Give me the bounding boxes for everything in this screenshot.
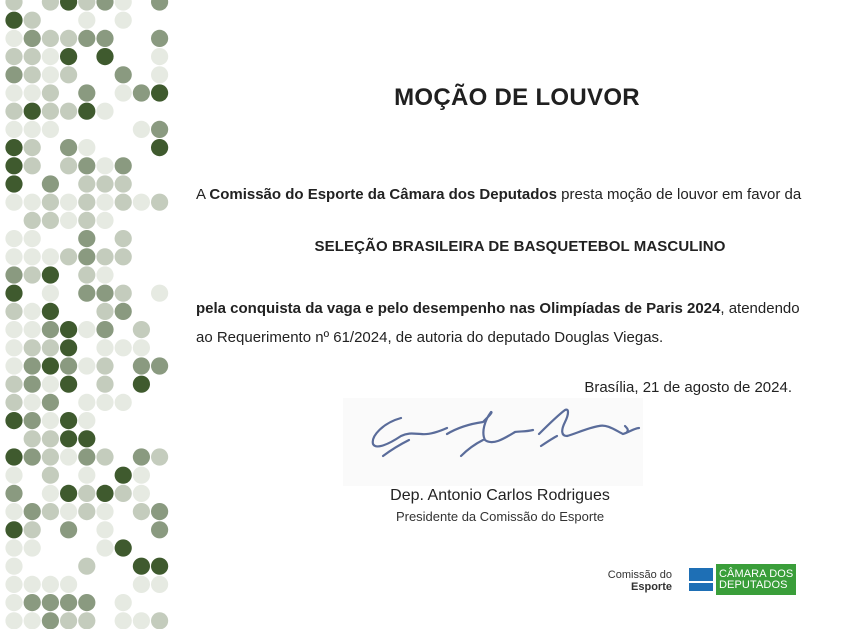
decorative-dot xyxy=(42,485,59,502)
decorative-dot xyxy=(151,357,168,374)
decorative-dot xyxy=(24,30,41,47)
decorative-dot xyxy=(24,194,41,211)
signer-role: Presidente da Comissão do Esporte xyxy=(395,509,605,524)
decorative-dot xyxy=(42,303,59,320)
decorative-dot xyxy=(96,175,113,192)
decorative-dot xyxy=(60,503,77,520)
decorative-dot xyxy=(60,157,77,174)
decorative-dot xyxy=(78,103,95,120)
decorative-dot xyxy=(5,194,22,211)
decorative-dot xyxy=(24,212,41,229)
decorative-dot xyxy=(5,48,22,65)
decorative-dot xyxy=(115,157,132,174)
decorative-dot xyxy=(60,412,77,429)
decorative-dot xyxy=(24,303,41,320)
decorative-dot xyxy=(115,285,132,302)
decorative-dot xyxy=(42,339,59,356)
decorative-dot xyxy=(133,121,150,138)
reason-paragraph xyxy=(196,294,806,352)
decorative-dot xyxy=(60,103,77,120)
decorative-dot xyxy=(78,357,95,374)
decorative-dot xyxy=(133,558,150,575)
decorative-dot xyxy=(42,285,59,302)
camara-logo xyxy=(686,564,796,595)
decorative-dot xyxy=(24,394,41,411)
decorative-dot xyxy=(115,303,132,320)
camara-logo-line1: CÂMARA DOS xyxy=(719,567,794,580)
decorative-dot xyxy=(96,539,113,556)
decorative-dot xyxy=(5,321,22,338)
decorative-dot xyxy=(24,594,41,611)
decorative-dot xyxy=(133,485,150,502)
decorative-dot xyxy=(24,612,41,629)
decorative-dot xyxy=(133,321,150,338)
decorative-dot xyxy=(78,594,95,611)
decorative-dot xyxy=(5,248,22,265)
decorative-dot xyxy=(115,84,132,101)
decorative-dot xyxy=(60,321,77,338)
decorative-dot xyxy=(60,212,77,229)
decorative-dot xyxy=(42,321,59,338)
decorative-dot xyxy=(5,266,22,283)
decorative-dot xyxy=(60,612,77,629)
decorative-dot xyxy=(5,503,22,520)
decorative-dot xyxy=(5,0,22,11)
decorative-dot xyxy=(151,558,168,575)
decorative-dot xyxy=(96,30,113,47)
intro-suffix: presta moção de louvor em favor da xyxy=(556,186,802,203)
decorative-dot xyxy=(96,339,113,356)
decorative-dot xyxy=(96,157,113,174)
decorative-dot xyxy=(5,339,22,356)
decorative-dot xyxy=(42,84,59,101)
decorative-dot xyxy=(151,576,168,593)
decorative-dot xyxy=(78,30,95,47)
decorative-dot xyxy=(133,376,150,393)
decorative-dot xyxy=(78,467,95,484)
decorative-dot xyxy=(96,521,113,538)
decorative-dot xyxy=(115,175,132,192)
decorative-dot xyxy=(42,376,59,393)
decorative-dot xyxy=(5,84,22,101)
commission-logo-line1: Comissão do xyxy=(607,569,672,581)
decorative-dot xyxy=(96,266,113,283)
decorative-dot xyxy=(5,175,22,192)
decorative-dot xyxy=(42,394,59,411)
decorative-dot xyxy=(42,503,59,520)
decorative-dot xyxy=(133,339,150,356)
decorative-dot xyxy=(78,175,95,192)
decorative-dot xyxy=(5,376,22,393)
decorative-dot xyxy=(115,230,132,247)
decorative-dot xyxy=(24,339,41,356)
document-title: MOÇÃO DE LOUVOR xyxy=(394,84,640,111)
decorative-dot xyxy=(115,485,132,502)
decorative-dot xyxy=(151,139,168,156)
decorative-dot xyxy=(78,139,95,156)
decorative-dot xyxy=(42,357,59,374)
decorative-dot xyxy=(78,321,95,338)
decorative-dot xyxy=(24,139,41,156)
decorative-dot xyxy=(5,448,22,465)
decorative-dot xyxy=(133,194,150,211)
decorative-dot xyxy=(78,212,95,229)
decorative-dot xyxy=(115,594,132,611)
decorative-dot xyxy=(24,321,41,338)
decorative-dot xyxy=(5,30,22,47)
decorative-dot xyxy=(96,48,113,65)
decorative-dot xyxy=(24,521,41,538)
decorative-dot xyxy=(42,48,59,65)
decorative-dot xyxy=(96,321,113,338)
decorative-dot xyxy=(5,539,22,556)
decorative-dot xyxy=(151,612,168,629)
decorative-dot xyxy=(96,303,113,320)
decorative-dot xyxy=(42,467,59,484)
decorative-dot xyxy=(24,157,41,174)
decorative-dot xyxy=(5,412,22,429)
decorative-dot xyxy=(5,521,22,538)
decorative-dot xyxy=(133,612,150,629)
handwritten-signature xyxy=(343,398,643,486)
decorative-dot xyxy=(133,503,150,520)
decorative-dot xyxy=(42,576,59,593)
decorative-dot xyxy=(78,248,95,265)
decorative-dot xyxy=(78,194,95,211)
decorative-dot xyxy=(5,558,22,575)
decorative-dot xyxy=(78,285,95,302)
decorative-dot xyxy=(133,467,150,484)
decorative-dot xyxy=(78,0,95,11)
decorative-dot xyxy=(151,285,168,302)
decorative-dot xyxy=(5,285,22,302)
decorative-dot xyxy=(24,84,41,101)
decorative-dot xyxy=(42,430,59,447)
intro-paragraph xyxy=(196,185,816,205)
commission-logo xyxy=(598,569,672,593)
decorative-dot xyxy=(96,485,113,502)
decorative-dot xyxy=(96,212,113,229)
decorative-dot xyxy=(60,376,77,393)
decorative-dot xyxy=(5,576,22,593)
decorative-dot xyxy=(96,248,113,265)
dateline: Brasília, 21 de agosto de 2024. xyxy=(584,379,792,396)
honoree-name: SELEÇÃO BRASILEIRA DE BASQUETEBOL MASCULINO xyxy=(314,238,726,255)
decorative-dot xyxy=(78,84,95,101)
decorative-dot xyxy=(151,30,168,47)
decorative-dot xyxy=(5,594,22,611)
decorative-dot xyxy=(78,157,95,174)
reason-line-2: ao Requerimento nº 61/2024, de autoria do deputado Douglas Viegas. xyxy=(196,329,664,346)
decorative-dot xyxy=(96,448,113,465)
decorative-dot xyxy=(96,503,113,520)
decorative-dot xyxy=(115,339,132,356)
decorative-dot xyxy=(24,539,41,556)
decorative-dot xyxy=(78,12,95,29)
decorative-dot xyxy=(60,248,77,265)
reason-achievement: pela conquista da vaga e pelo desempenho nas Olimpíadas de Paris 2024 xyxy=(196,300,721,317)
decorative-dot xyxy=(78,430,95,447)
decorative-dot xyxy=(96,0,113,11)
decorative-dot xyxy=(5,157,22,174)
decorative-dot xyxy=(5,230,22,247)
decorative-dot xyxy=(133,84,150,101)
decorative-dot xyxy=(151,66,168,83)
decorative-dot xyxy=(60,339,77,356)
decorative-dot xyxy=(24,576,41,593)
decorative-dot xyxy=(42,212,59,229)
decorative-dot xyxy=(78,612,95,629)
decorative-dot xyxy=(42,66,59,83)
decorative-dot xyxy=(96,194,113,211)
decorative-dot xyxy=(115,539,132,556)
decorative-dot xyxy=(42,612,59,629)
decorative-dot xyxy=(24,266,41,283)
decorative-dot xyxy=(60,194,77,211)
decorative-dot xyxy=(151,84,168,101)
decorative-dot xyxy=(24,12,41,29)
decorative-dot xyxy=(24,412,41,429)
decorative-dot xyxy=(5,121,22,138)
decorative-dot xyxy=(151,521,168,538)
decorative-dot xyxy=(5,303,22,320)
decorative-dot xyxy=(133,357,150,374)
decorative-dot xyxy=(24,66,41,83)
decorative-dot xyxy=(42,0,59,11)
decorative-dot xyxy=(42,30,59,47)
decorative-dot xyxy=(115,66,132,83)
decorative-dot xyxy=(60,594,77,611)
dot-pattern-decoration xyxy=(0,0,175,629)
intro-prefix: A xyxy=(196,186,210,203)
decorative-dot xyxy=(42,448,59,465)
decorative-dot xyxy=(5,66,22,83)
camara-emblem-icon xyxy=(686,564,716,595)
decorative-dot xyxy=(78,266,95,283)
decorative-dot xyxy=(60,66,77,83)
decorative-dot xyxy=(60,448,77,465)
decorative-dot xyxy=(24,448,41,465)
signer-name: Dep. Antonio Carlos Rodrigues xyxy=(390,487,610,504)
decorative-dot xyxy=(96,103,113,120)
decorative-dot xyxy=(24,230,41,247)
decorative-dot xyxy=(115,248,132,265)
decorative-dot xyxy=(78,503,95,520)
decorative-dot xyxy=(42,412,59,429)
decorative-dot xyxy=(151,448,168,465)
decorative-dot xyxy=(24,248,41,265)
decorative-dot xyxy=(5,485,22,502)
decorative-dot xyxy=(78,412,95,429)
decorative-dot xyxy=(42,175,59,192)
decorative-dot xyxy=(5,394,22,411)
decorative-dot xyxy=(24,503,41,520)
decorative-dot xyxy=(115,194,132,211)
decorative-dot xyxy=(5,467,22,484)
decorative-dot xyxy=(115,12,132,29)
decorative-dot xyxy=(96,285,113,302)
decorative-dot xyxy=(24,357,41,374)
decorative-dot xyxy=(60,30,77,47)
decorative-dot xyxy=(60,521,77,538)
decorative-dot xyxy=(78,485,95,502)
camara-logo-line2: DEPUTADOS xyxy=(719,578,788,591)
decorative-dot xyxy=(24,430,41,447)
decorative-dot xyxy=(42,266,59,283)
decorative-dot xyxy=(115,0,132,11)
decorative-dot xyxy=(133,576,150,593)
decorative-dot xyxy=(60,0,77,11)
decorative-dot xyxy=(151,194,168,211)
decorative-dot xyxy=(24,103,41,120)
decorative-dot xyxy=(115,394,132,411)
decorative-dot xyxy=(78,394,95,411)
decorative-dot xyxy=(60,48,77,65)
intro-commission-name: Comissão do Esporte da Câmara dos Deputados xyxy=(209,186,557,203)
decorative-dot xyxy=(42,121,59,138)
decorative-dot xyxy=(60,357,77,374)
decorative-dot xyxy=(5,139,22,156)
commission-logo-line2: Esporte xyxy=(631,581,672,593)
decorative-dot xyxy=(42,103,59,120)
decorative-dot xyxy=(151,48,168,65)
decorative-dot xyxy=(151,0,168,11)
decorative-dot xyxy=(60,430,77,447)
reason-line-1 xyxy=(196,294,806,323)
reason-line-1-suffix: , atendendo xyxy=(720,300,800,317)
decorative-dot xyxy=(78,230,95,247)
decorative-dot xyxy=(60,576,77,593)
decorative-dot xyxy=(24,121,41,138)
decorative-dot xyxy=(24,376,41,393)
decorative-dot xyxy=(5,612,22,629)
decorative-dot xyxy=(78,448,95,465)
decorative-dot xyxy=(115,467,132,484)
decorative-dot xyxy=(151,503,168,520)
decorative-dot xyxy=(42,248,59,265)
decorative-dot xyxy=(96,394,113,411)
decorative-dot xyxy=(24,48,41,65)
decorative-dot xyxy=(42,594,59,611)
decorative-dot xyxy=(5,12,22,29)
decorative-dot xyxy=(60,485,77,502)
decorative-dot xyxy=(5,357,22,374)
decorative-dot xyxy=(78,558,95,575)
decorative-dot xyxy=(133,448,150,465)
decorative-dot xyxy=(60,139,77,156)
decorative-dot xyxy=(42,194,59,211)
decorative-dot xyxy=(151,121,168,138)
decorative-dot xyxy=(115,612,132,629)
decorative-dot xyxy=(96,357,113,374)
decorative-dot xyxy=(5,103,22,120)
decorative-dot xyxy=(96,376,113,393)
